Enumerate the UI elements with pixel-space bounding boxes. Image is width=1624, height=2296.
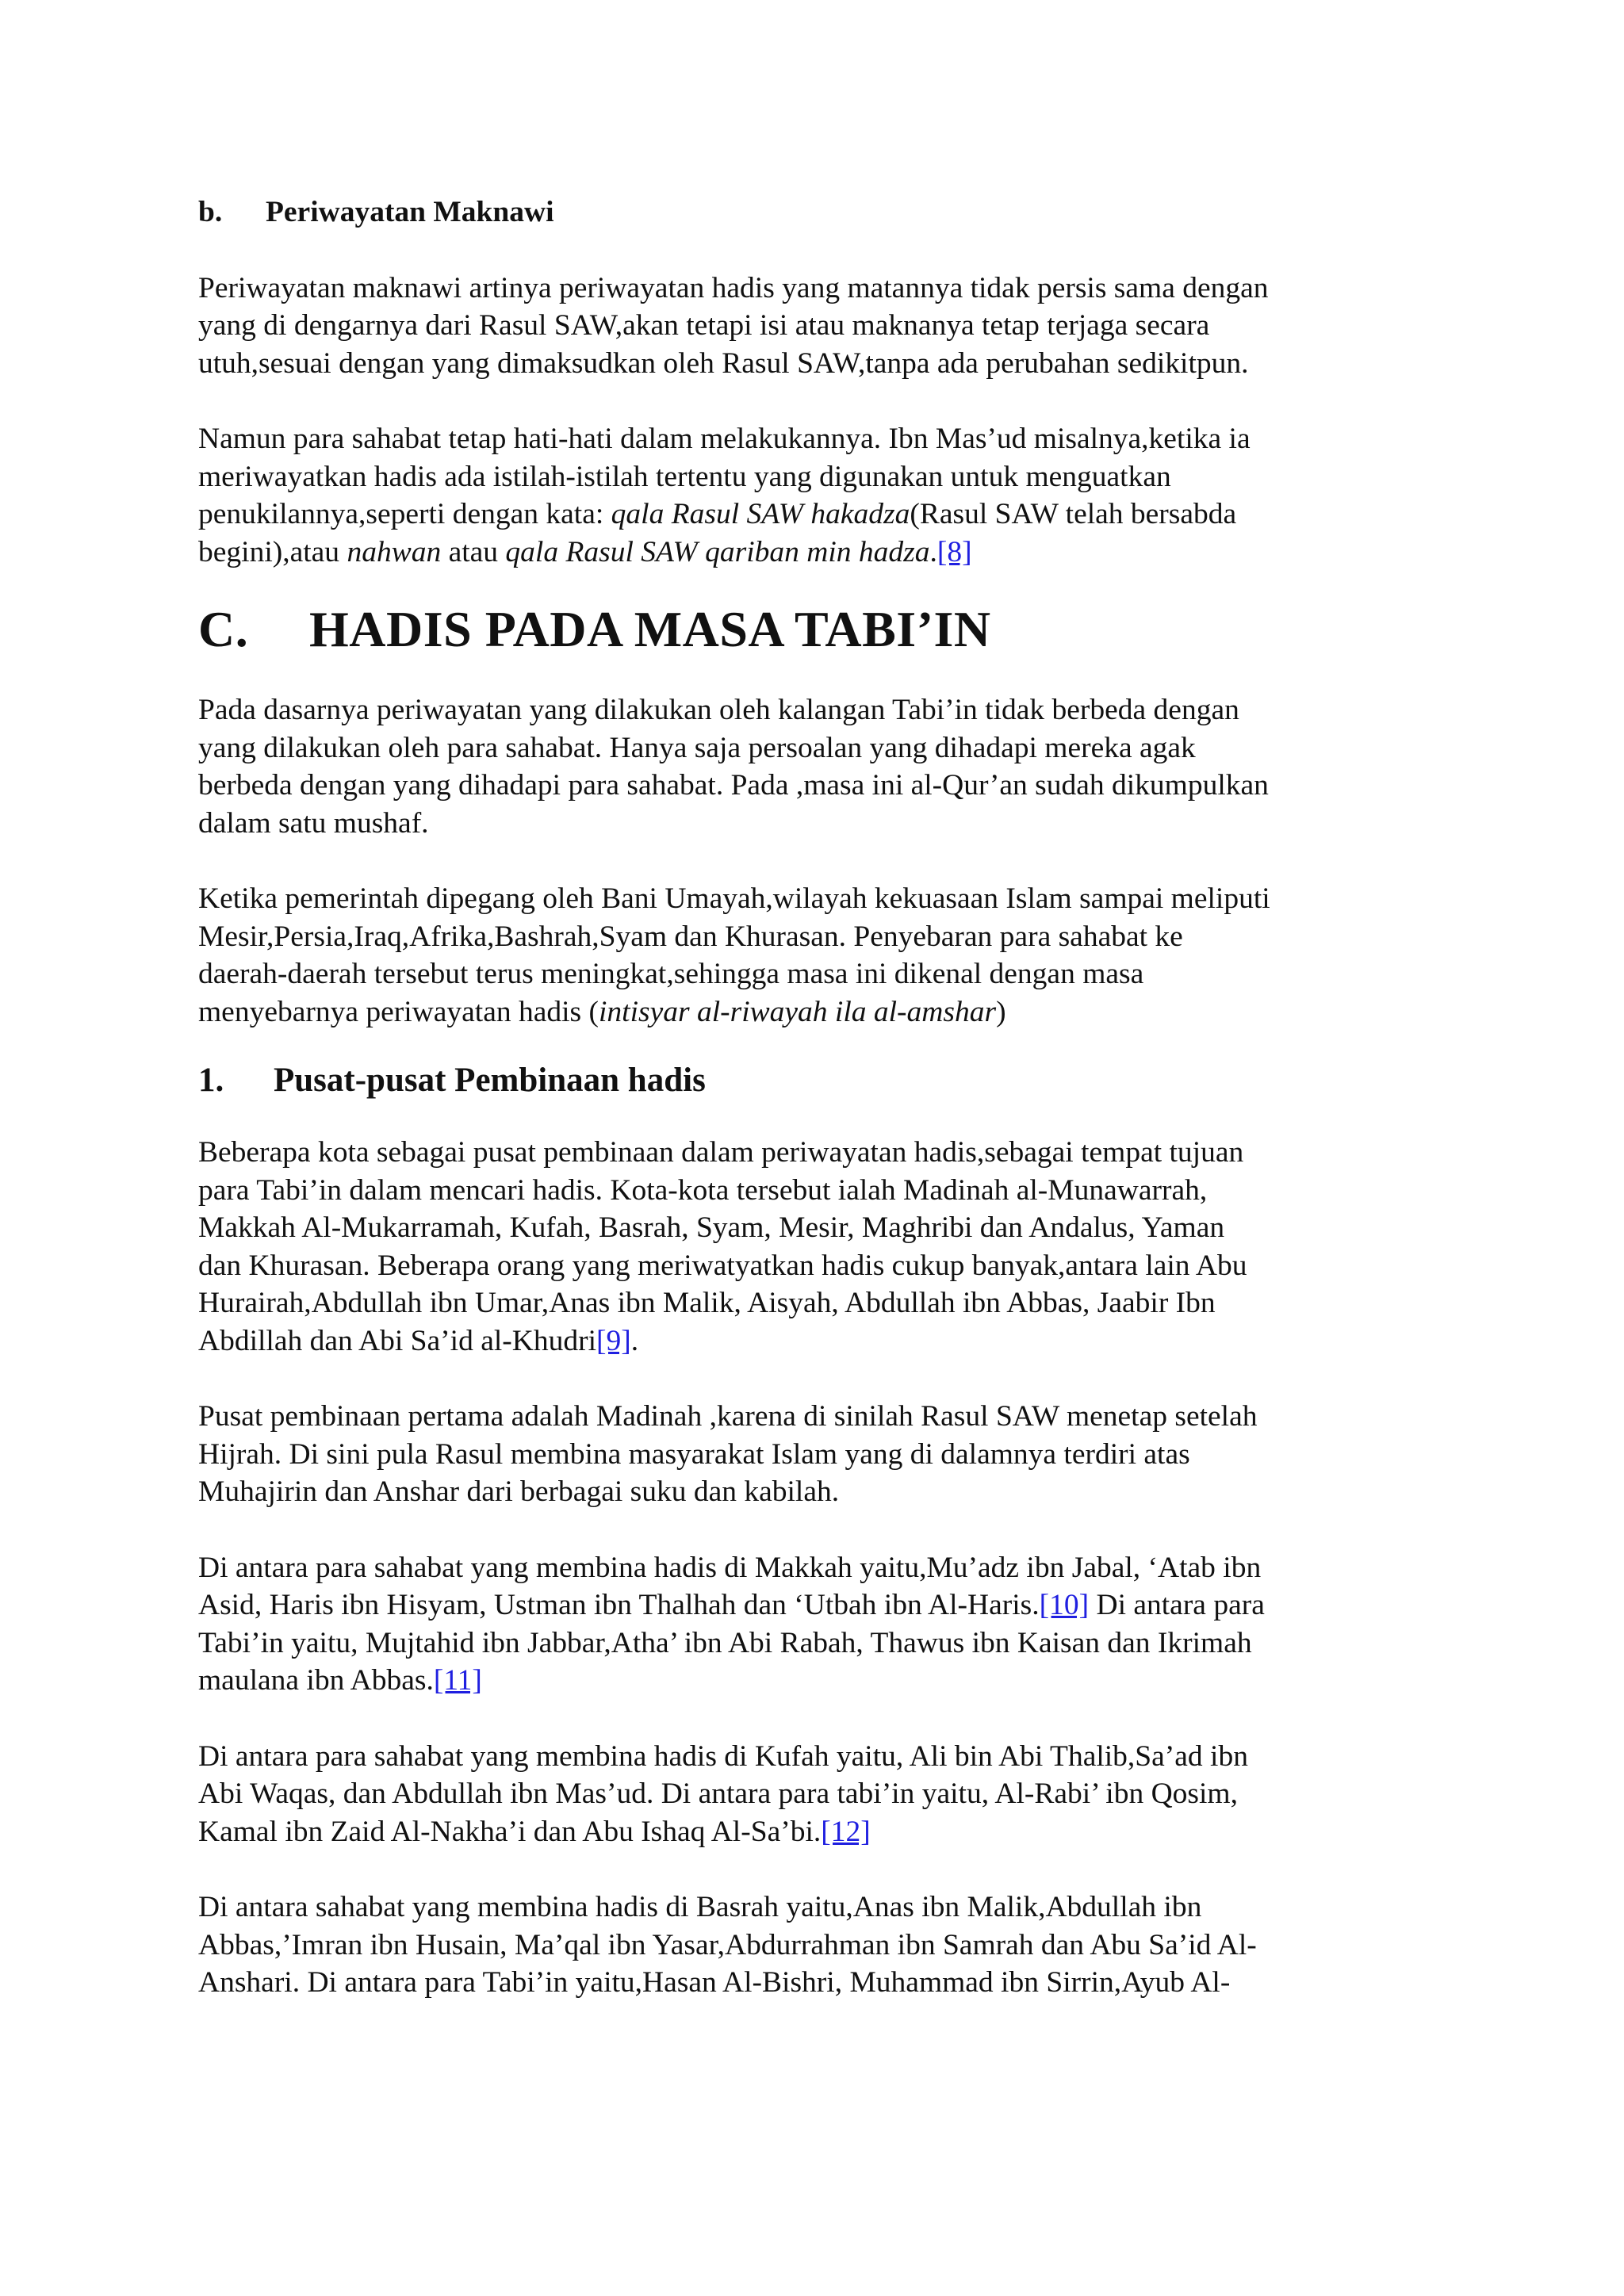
text-line: dalam satu mushaf. [198, 806, 429, 840]
text-line: Abi Waqas, dan Abdullah ibn Mas’ud. Di antara para tabi’in yaitu, Al-Rabi’ ibn Qosim, [198, 1777, 1238, 1810]
text-span: penukilannya,seperti dengan kata: [198, 498, 611, 530]
text-span: ) [996, 995, 1006, 1028]
paragraph-1 [198, 270, 1396, 383]
text-span: begini),atau [198, 535, 347, 568]
text-line [198, 534, 1396, 572]
footnote-link-11[interactable]: [11] [433, 1664, 482, 1697]
text-line: Tabi’in yaitu, Mujtahid ibn Jabbar,Atha’ ibn Abi Rabah, Thawus ibn Kaisan dan Ikrimah [198, 1626, 1252, 1659]
text-span: Abdillah dan Abi Sa’id al-Khudri [198, 1324, 597, 1357]
text-line: Di antara para sahabat yang membina hadis di Makkah yaitu,Mu’adz ibn Jabal, ‘Atab ibn [198, 1551, 1262, 1584]
text-line: Di antara sahabat yang membina hadis di Basrah yaitu,Anas ibn Malik,Abdullah ibn [198, 1891, 1202, 1923]
paragraph-2 [198, 420, 1396, 571]
paragraph-3 [198, 691, 1396, 842]
text-line: yang dilakukan oleh para sahabat. Hanya saja persoalan yang dihadapi mereka agak [198, 731, 1196, 764]
paragraph-8 [198, 1738, 1396, 1851]
italic-term: qala Rasul SAW qariban min hadza [505, 535, 930, 568]
paragraph-5 [198, 1134, 1396, 1360]
section-title: Pusat-pusat Pembinaan hadis [274, 1062, 706, 1099]
text-line [198, 1813, 1396, 1851]
section-heading-b [198, 193, 1396, 232]
text-span: . [630, 1324, 639, 1357]
section-number: b. [198, 196, 223, 228]
text-line: Mesir,Persia,Iraq,Afrika,Bashrah,Syam dan Khurasan. Penyebaran para sahabat ke [198, 920, 1183, 953]
text-line [198, 1586, 1396, 1624]
text-line: Di antara para sahabat yang membina hadis di Kufah yaitu, Ali bin Abi Thalib,Sa’ad ibn [198, 1739, 1248, 1773]
text-line: yang di dengarnya dari Rasul SAW,akan tetapi isi atau maknanya tetap terjaga secara [198, 309, 1210, 342]
italic-term: intisyar al-riwayah ila al-amshar [599, 995, 997, 1028]
text-line: Makkah Al-Mukarramah, Kufah, Basrah, Syam, Mesir, Maghribi dan Andalus, Yaman [198, 1211, 1225, 1244]
text-line: Hurairah,Abdullah ibn Umar,Anas ibn Malik, Aisyah, Abdullah ibn Abbas, Jaabir Ibn [198, 1287, 1216, 1319]
footnote-link-10[interactable]: [10] [1039, 1589, 1090, 1621]
text-span: menyebarnya periwayatan hadis ( [198, 995, 599, 1028]
text-span: Kamal ibn Zaid Al-Nakha’i dan Abu Ishaq Al-Sa’bi. [198, 1815, 822, 1848]
section-title: Periwayatan Maknawi [266, 196, 554, 228]
text-line [198, 496, 1396, 534]
text-line: Anshari. Di antara para Tabi’in yaitu,Hasan Al-Bishri, Muhammad ibn Sirrin,Ayub Al- [198, 1966, 1231, 1999]
text-span: Di antara para [1089, 1589, 1265, 1621]
text-line: Pusat pembinaan pertama adalah Madinah ,karena di sinilah Rasul SAW menetap setelah [198, 1400, 1258, 1433]
text-line: Muhajirin dan Anshar dari berbagai suku dan kabilah. [198, 1475, 840, 1508]
section-number: 1. [198, 1062, 224, 1099]
paragraph-4 [198, 880, 1396, 1031]
text-line: Beberapa kota sebagai pusat pembinaan dalam periwayatan hadis,sebagai tempat tujuan [198, 1136, 1244, 1169]
footnote-link-12[interactable]: [12] [821, 1815, 871, 1848]
section-title: HADIS PADA MASA TABI’IN [309, 601, 991, 657]
text-line [198, 1322, 1396, 1360]
text-span: Asid, Haris ibn Hisyam, Ustman ibn Thalhah dan ‘Utbah ibn Al-Haris. [198, 1589, 1040, 1621]
text-line: Abbas,’Imran ibn Husain, Ma’qal ibn Yasar,Abdurrahman ibn Samrah dan Abu Sa’id Al- [198, 1928, 1257, 1961]
text-line: Hijrah. Di sini pula Rasul membina masyarakat Islam yang di dalamnya terdiri atas [198, 1437, 1190, 1471]
text-span: (Rasul SAW telah bersabda [910, 498, 1237, 530]
footnote-link-9[interactable]: [9] [596, 1324, 631, 1357]
section-heading-c [198, 598, 1396, 661]
text-line: meriwayatkan hadis ada istilah-istilah tertentu yang digunakan untuk menguatkan [198, 460, 1171, 493]
paragraph-9 [198, 1888, 1396, 2002]
text-line: para Tabi’in dalam mencari hadis. Kota-kota tersebut ialah Madinah al-Munawarrah, [198, 1173, 1208, 1207]
text-span: atau [441, 535, 506, 568]
text-line: Namun para sahabat tetap hati-hati dalam melakukannya. Ibn Mas’ud misalnya,ketika ia [198, 423, 1251, 455]
paragraph-6 [198, 1398, 1396, 1511]
section-heading-1 [198, 1059, 1396, 1102]
text-line: Ketika pemerintah dipegang oleh Bani Umayah,wilayah kekuasaan Islam sampai meliputi [198, 882, 1270, 915]
text-span: maulana ibn Abbas. [198, 1664, 434, 1697]
text-line [198, 993, 1396, 1031]
text-line: Pada dasarnya periwayatan yang dilakukan oleh kalangan Tabi’in tidak berbeda dengan [198, 694, 1239, 726]
text-line: berbeda dengan yang dihadapi para sahabat. Pada ,masa ini al-Qur’an sudah dikumpulkan [198, 769, 1269, 802]
document-content [198, 193, 1396, 2002]
paragraph-7 [198, 1549, 1396, 1700]
italic-term: nahwan [347, 535, 442, 568]
text-line: Periwayatan maknawi artinya periwayatan hadis yang matannya tidak persis sama dengan [198, 271, 1269, 304]
footnote-link-8[interactable]: [8] [936, 535, 972, 568]
text-line: dan Khurasan. Beberapa orang yang meriwatyatkan hadis cukup banyak,antara lain Abu [198, 1249, 1247, 1282]
text-line: utuh,sesuai dengan yang dimaksudkan oleh Rasul SAW,tanpa ada perubahan sedikitpun. [198, 346, 1249, 380]
text-line: daerah-daerah tersebut terus meningkat,sehingga masa ini dikenal dengan masa [198, 958, 1144, 990]
italic-term: qala Rasul SAW hakadza [611, 498, 910, 530]
text-span: . [929, 535, 937, 568]
text-line [198, 1662, 1396, 1700]
section-number: C. [198, 601, 249, 657]
